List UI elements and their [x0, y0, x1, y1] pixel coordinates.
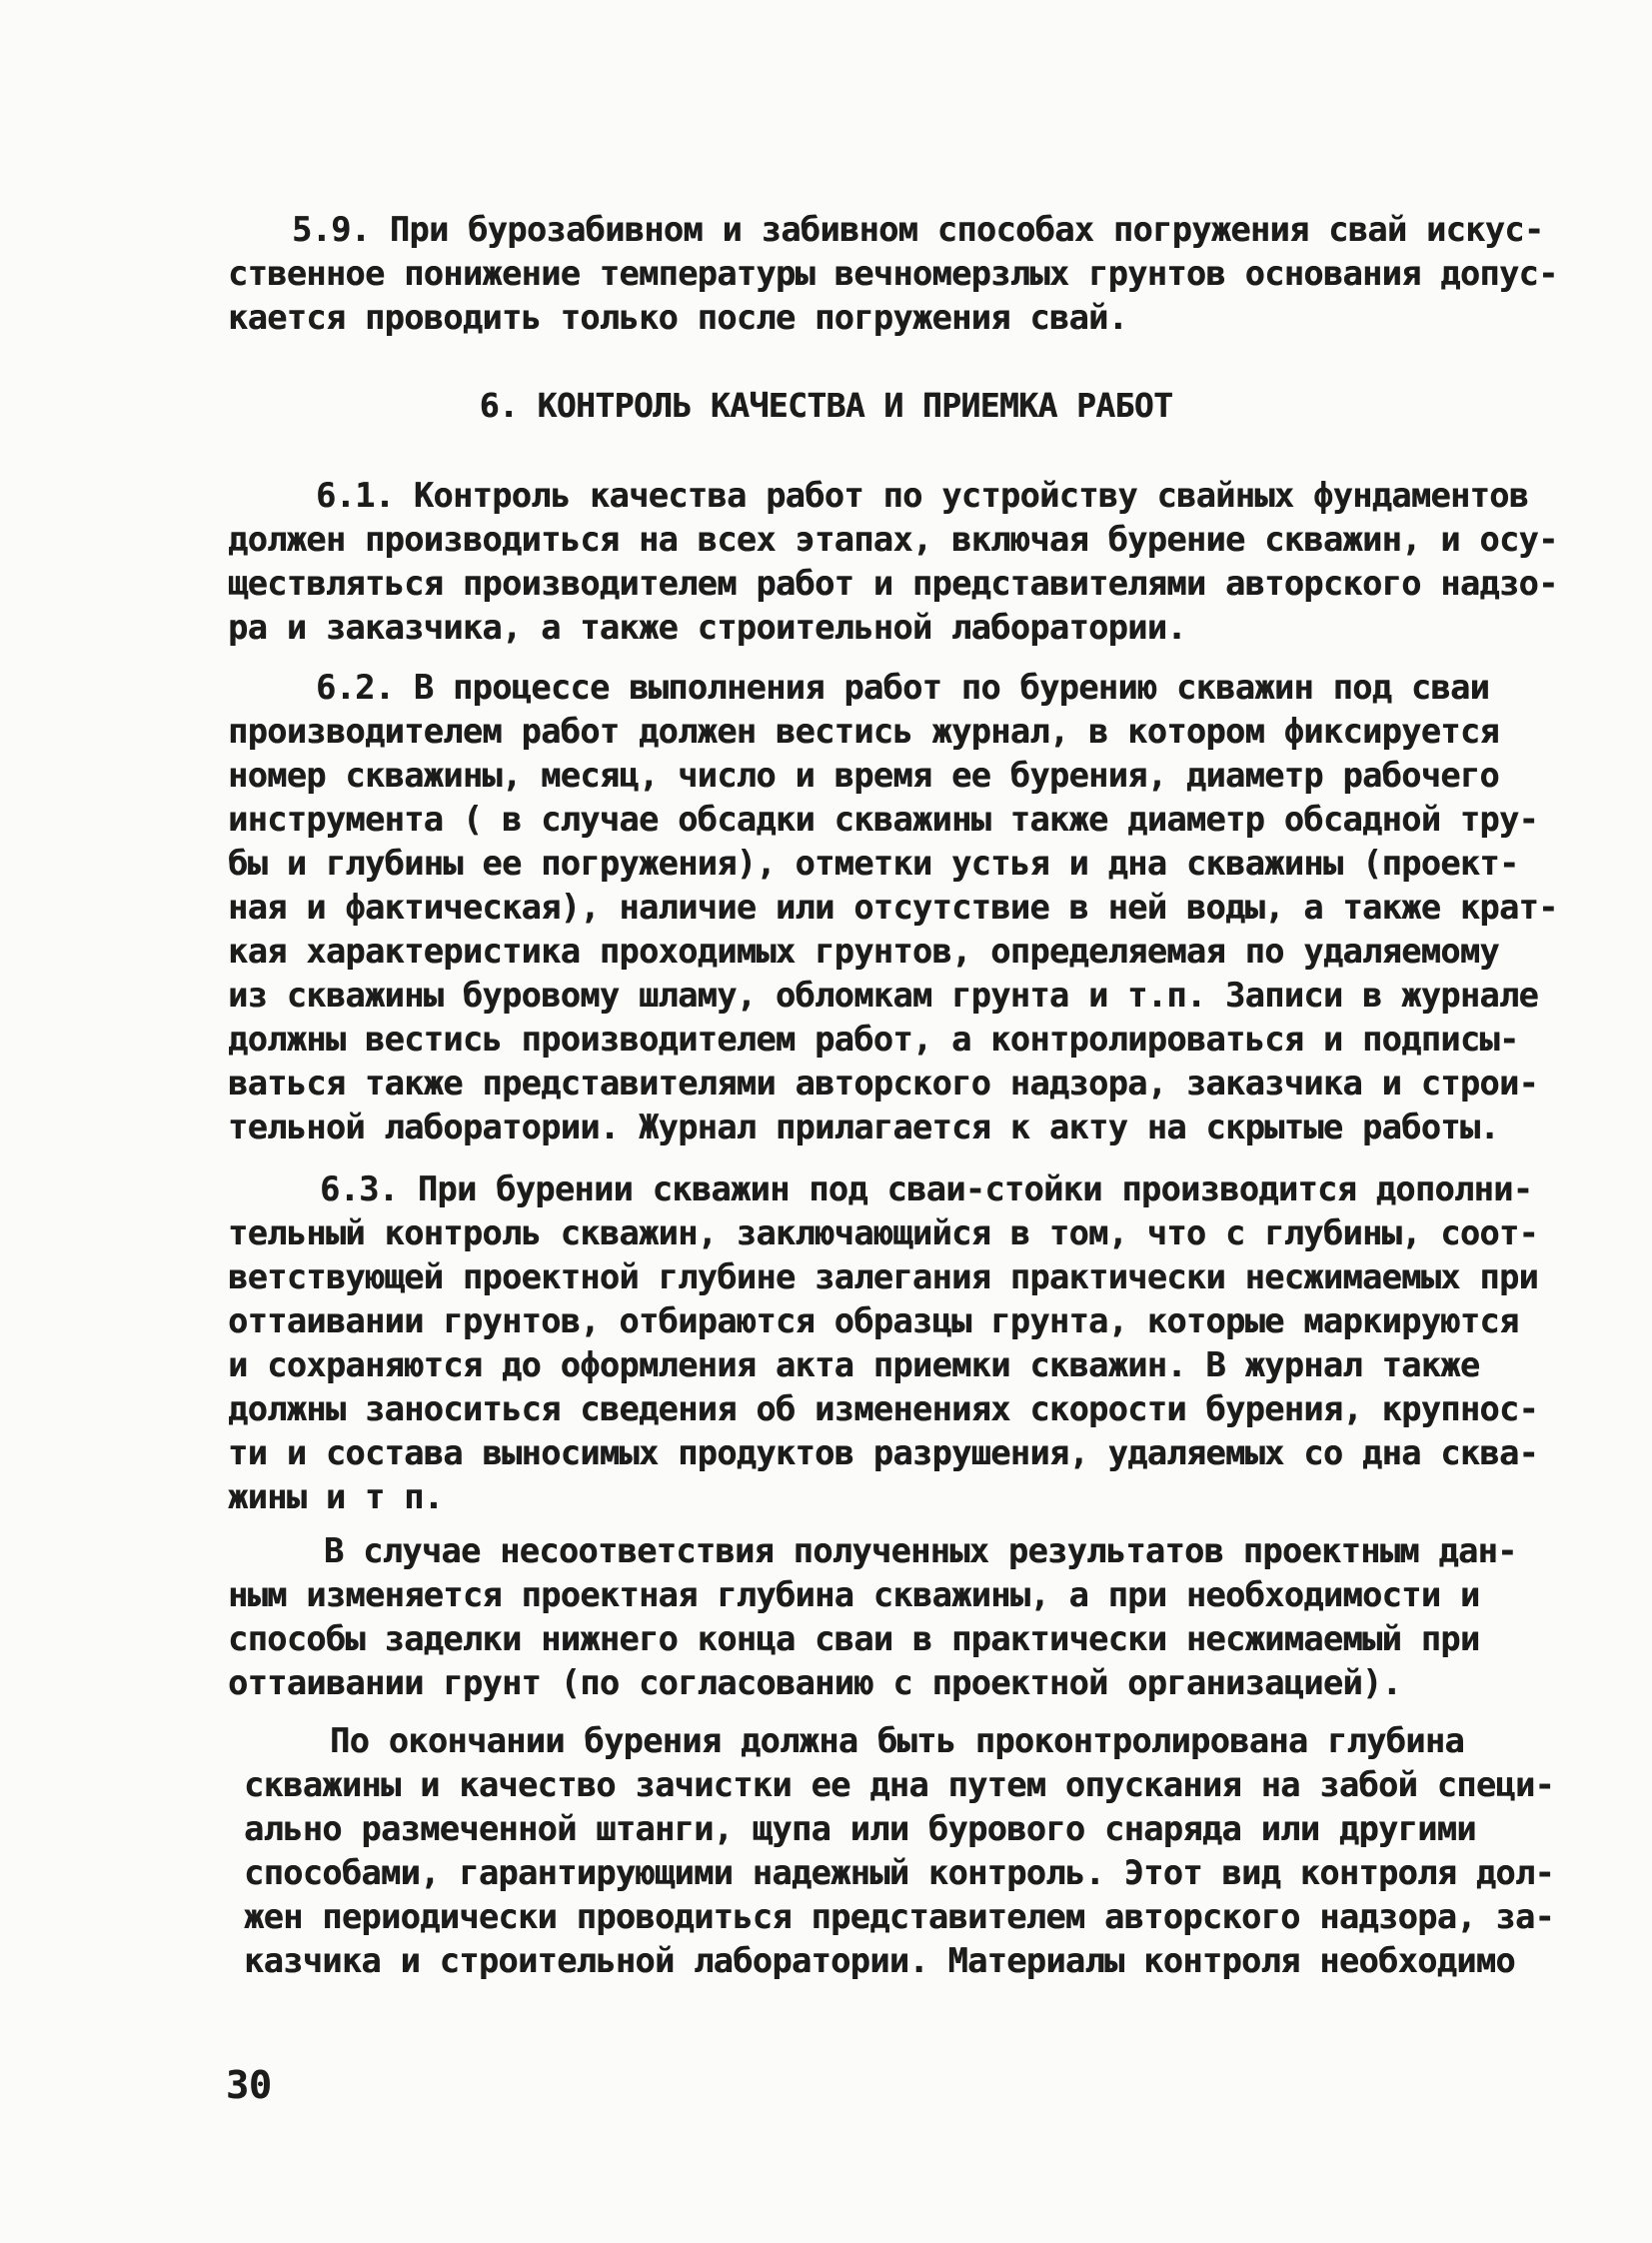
para-6-3-line-8: жины и т п. [228, 1477, 444, 1516]
para-6-3-line-2: тельный контроль скважин, заключающийся в том, что с глубины, соот- [228, 1213, 1539, 1252]
para-6-2-line-11: тельной лаборатории. Журнал прилагается к акту на скрытые работы. [228, 1108, 1499, 1146]
para-mismatch-line-4: оттаивании грунт (по согласованию с проектной организацией). [228, 1663, 1402, 1702]
page-number: 30 [226, 2063, 272, 2107]
para-6-3-line-4: оттаивании грунтов, отбираются образцы грунта, которые маркируются [228, 1301, 1519, 1340]
para-6-2-line-7: кая характеристика проходимых грунтов, определяемая по удаляемому [228, 932, 1499, 971]
section-6-heading: 6. КОНТРОЛЬ КАЧЕСТВА И ПРИЕМКА РАБОТ [479, 386, 1173, 425]
para-6-3-line-1: 6.3. При бурении скважин под сваи-стойки производится дополни- [320, 1169, 1533, 1208]
para-6-2-line-10: ваться также представителями авторского надзора, заказчика и строи- [228, 1064, 1539, 1103]
para-completion-line-2: скважины и качество зачистки ее дна путем опускания на забой специ- [244, 1765, 1555, 1804]
para-6-1-line-4: ра и заказчика, а также строительной лаборатории. [228, 608, 1186, 647]
para-completion-line-1: По окончании бурения должна быть проконтролирована глубина [330, 1721, 1464, 1760]
para-6-1-line-3: ществляться производителем работ и представителями авторского надзо- [228, 564, 1558, 603]
para-6-2-line-2: производителем работ должен вестись журнал, в котором фиксируется [228, 712, 1499, 751]
para-6-2-line-3: номер скважины, месяц, число и время ее бурения, диаметр рабочего [228, 756, 1499, 795]
para-6-2-line-6: ная и фактическая), наличие или отсутствие в ней воды, а также крат- [228, 888, 1558, 927]
para-6-3-line-6: должны заноситься сведения об изменениях скорости бурения, крупнос- [228, 1389, 1539, 1428]
para-6-3-line-3: ветствующей проектной глубине залегания практически несжимаемых при [228, 1257, 1539, 1296]
para-mismatch-line-2: ным изменяется проектная глубина скважины, а при необходимости и [228, 1575, 1480, 1614]
para-5-9-line-1: 5.9. При бурозабивном и забивном способах погружения свай искус- [292, 210, 1544, 249]
para-6-2-line-5: бы и глубины ее погружения), отметки устья и дна скважины (проект- [228, 844, 1519, 883]
para-5-9-line-2: ственное понижение температуры вечномерзлых грунтов основания допус- [228, 254, 1558, 293]
para-6-2-line-4: инструмента ( в случае обсадки скважины также диаметр обсадной тру- [228, 800, 1539, 839]
para-mismatch-line-1: В случае несоответствия полученных результатов проектным дан- [324, 1531, 1517, 1570]
para-6-1-line-2: должен производиться на всех этапах, включая бурение скважин, и осу- [228, 520, 1558, 559]
para-completion-line-3: ально размеченной штанги, щупа или бурового снаряда или другими [244, 1809, 1476, 1848]
para-completion-line-4: способами, гарантирующими надежный контроль. Этот вид контроля дол- [244, 1853, 1555, 1892]
para-completion-line-6: казчика и строительной лаборатории. Материалы контроля необходимо [244, 1941, 1515, 1980]
para-5-9-line-3: кается проводить только после погружения свай. [228, 298, 1128, 337]
para-6-3-line-7: ти и состава выносимых продуктов разрушения, удаляемых со дна сква- [228, 1433, 1539, 1472]
para-6-2-line-1: 6.2. В процессе выполнения работ по бурению скважин под сваи [316, 668, 1490, 707]
para-6-1-line-1: 6.1. Контроль качества работ по устройству свайных фундаментов [316, 476, 1529, 515]
para-6-2-line-9: должны вестись производителем работ, а контролироваться и подписы- [228, 1020, 1519, 1059]
para-completion-line-5: жен периодически проводиться представителем авторского надзора, за- [244, 1897, 1555, 1936]
para-mismatch-line-3: способы заделки нижнего конца сваи в практически несжимаемый при [228, 1619, 1480, 1658]
para-6-3-line-5: и сохраняются до оформления акта приемки скважин. В журнал также [228, 1345, 1480, 1384]
para-6-2-line-8: из скважины буровому шламу, обломкам грунта и т.п. Записи в журнале [228, 976, 1539, 1015]
